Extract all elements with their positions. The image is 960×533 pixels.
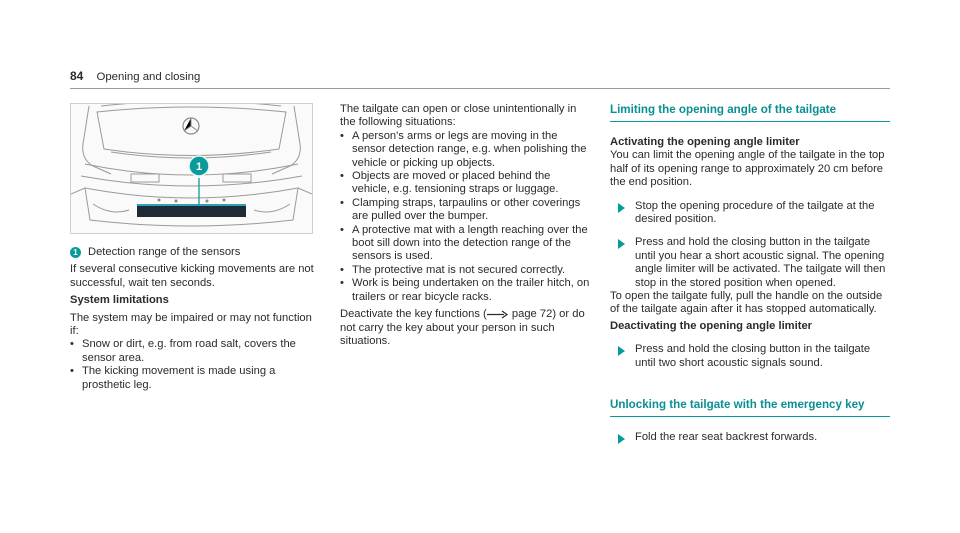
callout-badge-icon: 1 <box>70 247 81 258</box>
list-item: • Work is being undertaken on the trailer hitch, on trailers or rear bicycle racks. <box>340 277 590 304</box>
activating-heading: Activating the opening angle limiter <box>610 136 800 148</box>
step-text: Press and hold the closing button in the tailgate until two short acoustic signals sound. <box>635 343 871 369</box>
column-3 <box>610 103 890 445</box>
step-arrow-icon <box>618 346 625 356</box>
deactivate-paragraph <box>340 308 590 348</box>
list-item: • The kicking movement is made using a prosthetic leg. <box>70 365 316 392</box>
section-limiting-opening-angle <box>610 103 890 122</box>
instruction-step <box>610 200 890 227</box>
situations-list <box>340 130 590 304</box>
list-item: • Snow or dirt, e.g. from road salt, covers the sensor area. <box>70 338 316 365</box>
list-item: • The protective mat is not secured correctly. <box>340 264 590 277</box>
unintentional-intro: The tailgate can open or close unintentionally in the following situations: <box>340 103 577 129</box>
header-divider <box>70 88 890 89</box>
column-1 <box>70 246 316 392</box>
step-arrow-icon <box>618 434 625 444</box>
chapter-title: Opening and closing <box>96 71 201 83</box>
step-text: Stop the opening procedure of the tailgate at the desired position. <box>635 199 875 226</box>
instruction-step <box>610 343 890 370</box>
retry-paragraph: If several consecutive kicking movements are not successful, wait ten seconds. <box>70 263 314 289</box>
deactivate-text-start: Deactivate the key functions ( <box>340 308 487 321</box>
step-text: Fold the rear seat backrest forwards. <box>635 431 818 444</box>
page-reference-link[interactable]: page 72) or <box>511 308 570 321</box>
list-item: • Objects are moved or placed behind the vehicle, e.g. tensioning straps or luggage. <box>340 170 590 197</box>
list-item: • A protective mat with a length reaching over the boot sill down into the detection range of the sensors is used. <box>340 224 590 264</box>
page-header <box>70 70 890 86</box>
limitations-list <box>70 338 316 392</box>
instruction-step <box>610 431 890 444</box>
tailgate-sensor-illustration <box>70 103 313 234</box>
section-emergency-key <box>610 398 890 417</box>
open-fully-text: To open the tailgate fully, pull the handle on the outside of the tailgate again after it has stopped automatically. <box>610 290 883 316</box>
list-item: • Clamping straps, tarpaulins or other coverings are pulled over the bumper. <box>340 197 590 224</box>
callout-text: Detection range of the sensors <box>88 246 241 258</box>
figure-callout-number: 1 <box>195 161 203 173</box>
system-limitations-heading: System limitations <box>70 294 169 307</box>
activating-text: You can limit the opening angle of the tailgate in the top half of its opening range to approximately 20 cm before the end position. <box>610 149 885 189</box>
page-reference-arrow-icon <box>487 310 509 319</box>
step-text: Press and hold the closing button in the tailgate until you hear a short acoustic signal. The opening angle limiter will be activated. The tailgate will then stop in the stored position when opened. <box>635 236 886 289</box>
instruction-step <box>610 236 890 290</box>
step-arrow-icon <box>618 239 625 249</box>
deactivate-text-end: do not carry the key about your person in such situations. <box>340 308 585 347</box>
section-title: Limiting the opening angle of the tailgate <box>610 103 837 116</box>
vehicle-rear-drawing <box>71 104 312 233</box>
step-arrow-icon <box>618 203 625 213</box>
section-title: Unlocking the tailgate with the emergency key <box>610 398 865 412</box>
system-limitations-intro: The system may be impaired or may not function if: <box>70 311 312 338</box>
column-2 <box>340 103 590 348</box>
deactivating-heading: Deactivating the opening angle limiter <box>610 319 813 332</box>
page-number: 84 <box>70 69 84 83</box>
figure-legend <box>70 246 316 259</box>
list-item: • A person's arms or legs are moving in the sensor detection range, e.g. when polishing the vehicle or picking up objects. <box>340 130 590 170</box>
